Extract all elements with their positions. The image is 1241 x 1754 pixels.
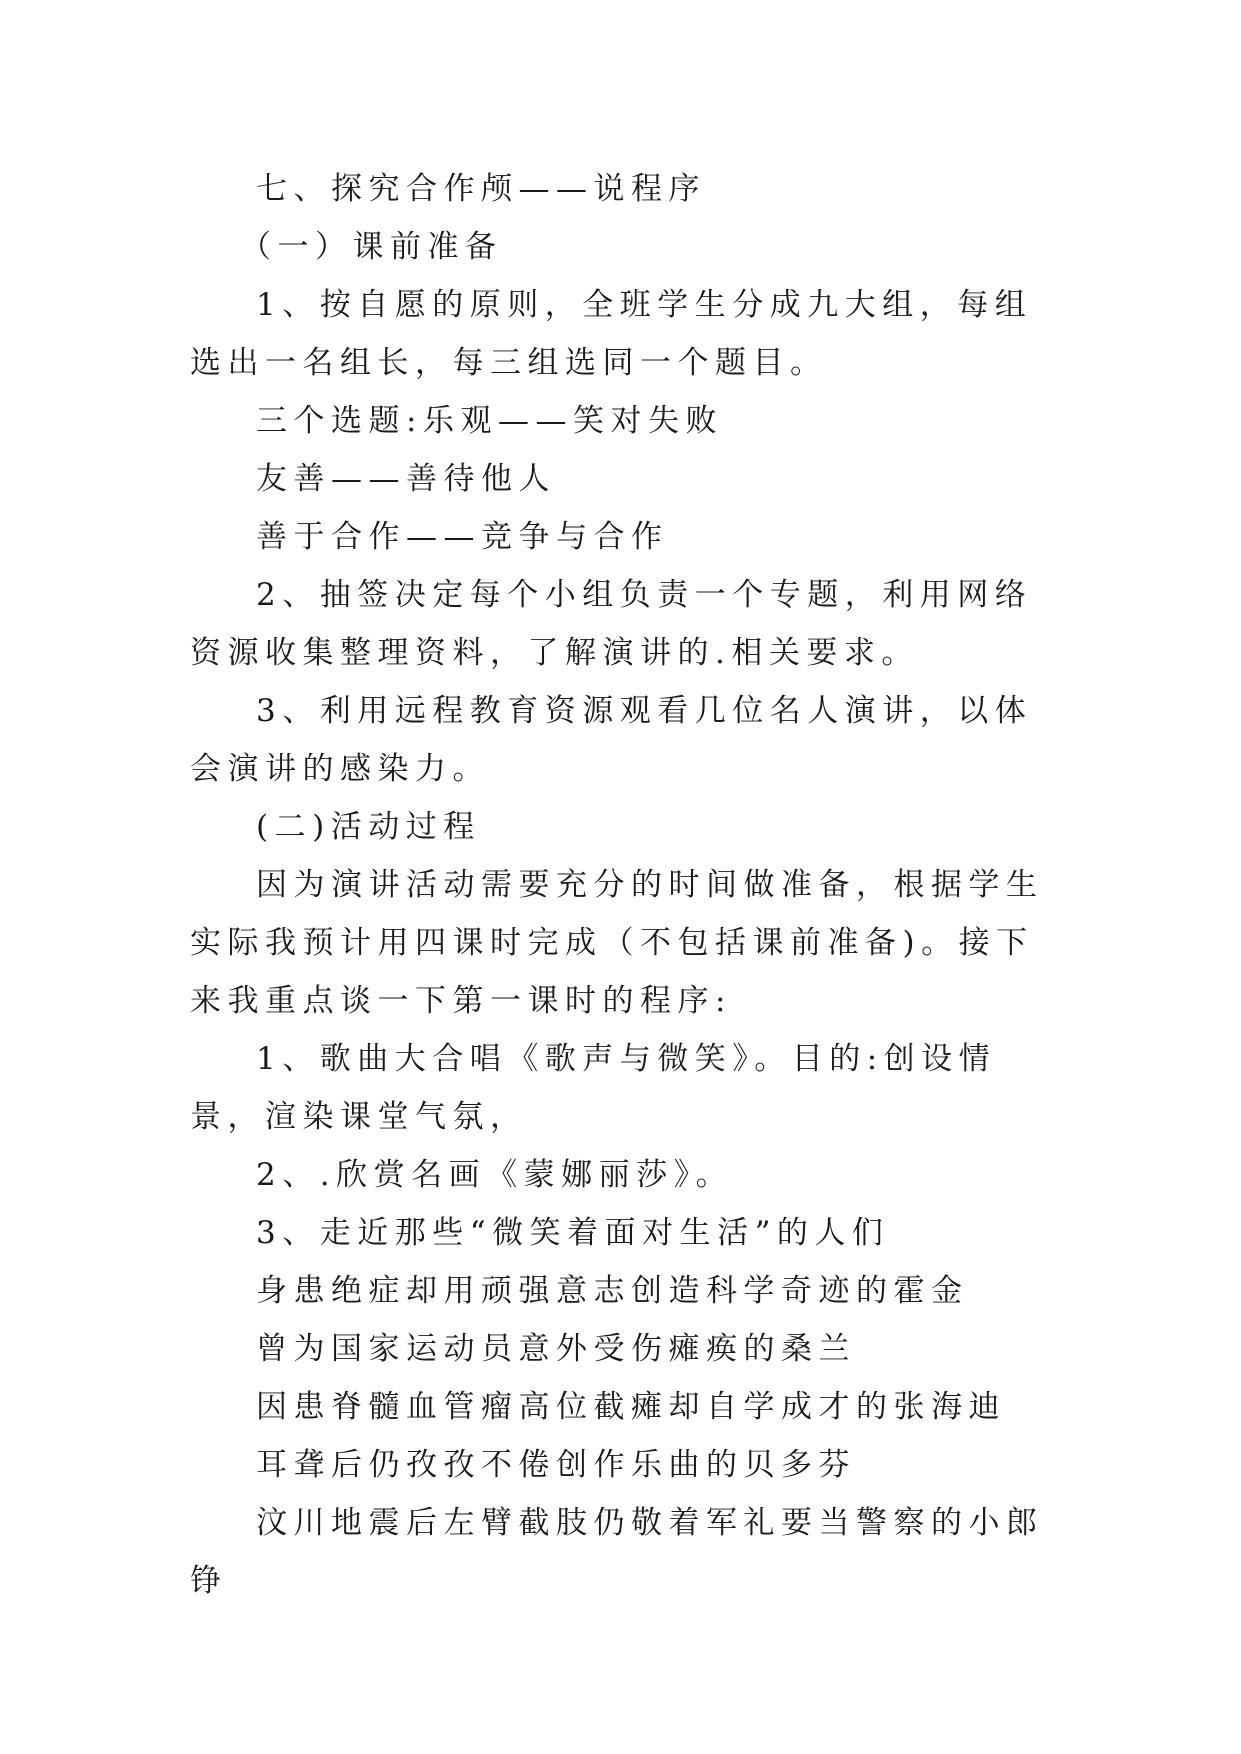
list-item: 因患脊髓血管瘤高位截瘫却自学成才的张海迪 — [256, 1389, 1006, 1425]
paragraph: 三个选题:乐观——笑对失败 — [256, 403, 723, 439]
subsection-heading: (二)活动过程 — [256, 809, 481, 845]
paragraph: 因为演讲活动需要充分的时间做准备，根据学生实际我预计用四课时完成（不包括课前准备)。接下来我重点谈一下第一课时的程序: — [190, 867, 1044, 1019]
subsection-heading: （一）课前准备 — [240, 229, 503, 265]
list-item: 汶川地震后左臂截肢仍敬着军礼要当警察的小郎铮 — [190, 1505, 1044, 1599]
paragraph: 3、利用远程教育资源观看几位名人演讲，以体会演讲的感染力。 — [190, 693, 1033, 787]
paragraph: 2、.欣赏名画《蒙娜丽莎》。 — [256, 1157, 734, 1193]
paragraph: 2、抽签决定每个小组负责一个专题，利用网络资源收集整理资料，了解演讲的.相关要求。 — [190, 577, 1033, 671]
paragraph: 1、按自愿的原则，全班学生分成九大组，每组选出一名组长，每三组选同一个题目。 — [190, 287, 1033, 381]
document-body — [190, 160, 1060, 1610]
paragraph: 善于合作——竞争与合作 — [256, 519, 669, 555]
section-heading: 七、探究合作颅——说程序 — [256, 171, 706, 207]
list-item: 曾为国家运动员意外受伤瘫痪的桑兰 — [256, 1331, 856, 1367]
list-item: 身患绝症却用顽强意志创造科学奇迹的霍金 — [256, 1273, 969, 1309]
list-item: 耳聋后仍孜孜不倦创作乐曲的贝多芬 — [256, 1447, 856, 1483]
paragraph: 3、走近那些“微笑着面对生活”的人们 — [256, 1215, 890, 1251]
paragraph: 1、歌曲大合唱《歌声与微笑》。目的:创设情景，渲染课堂气氛， — [190, 1041, 997, 1135]
paragraph: 友善——善待他人 — [256, 461, 556, 497]
